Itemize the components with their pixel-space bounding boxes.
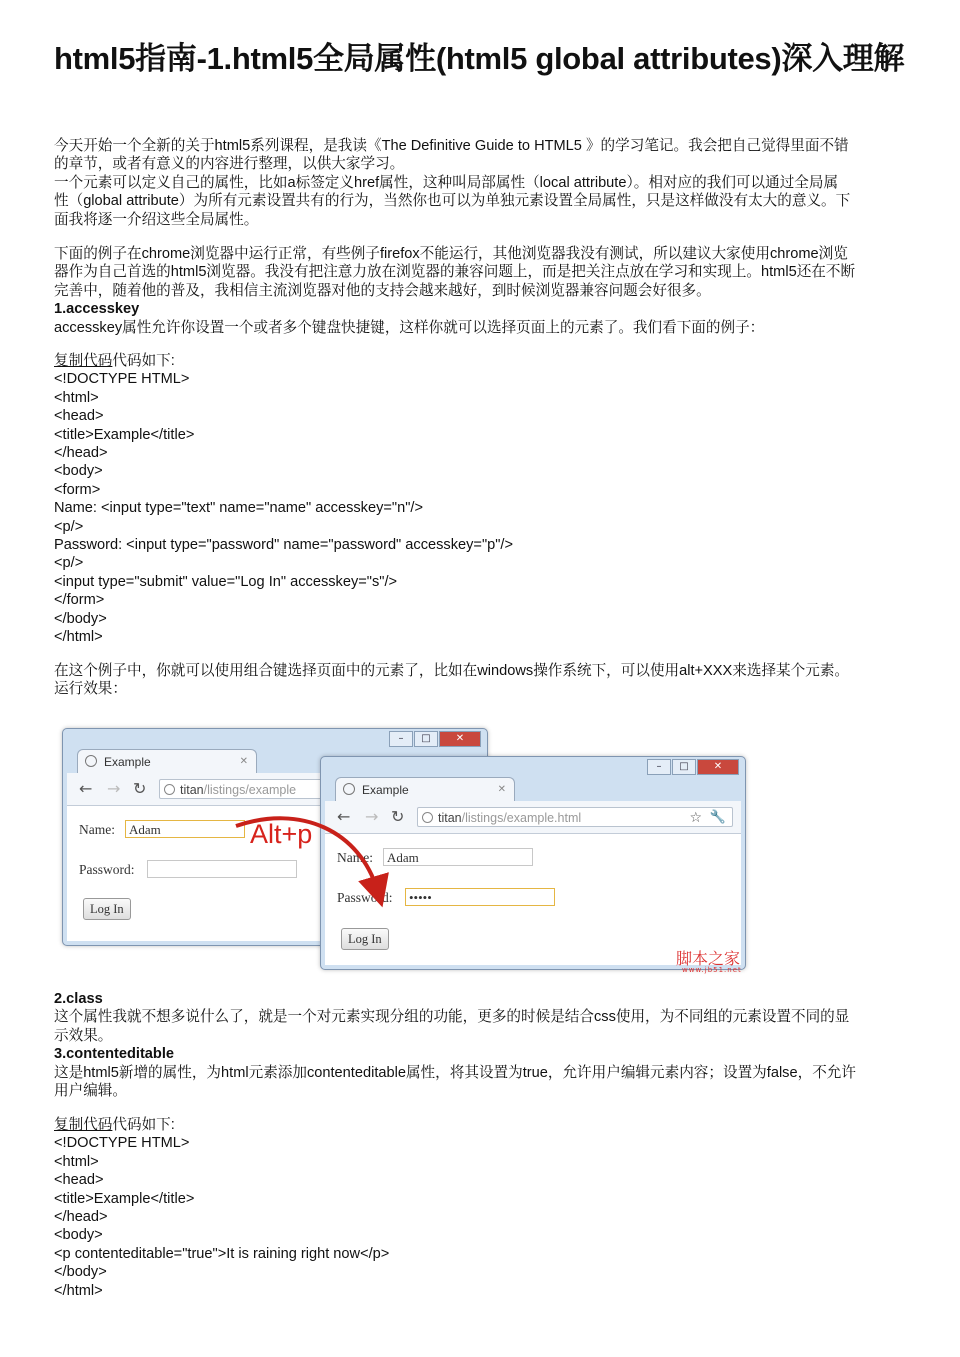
code-line: <p/> — [54, 555, 84, 572]
password-label: Password: — [79, 862, 135, 877]
section-heading-accesskey: 1.accesskey — [54, 301, 140, 318]
code-line: <head> — [54, 408, 104, 425]
accesskey-description: accesskey属性允许你设置一个或者多个键盘快捷键，这样你就可以选择页面上的元素了。我们看下面的例子： — [54, 319, 765, 336]
code-label-text: 代码如下: — [112, 353, 175, 369]
alt-p-overlay: Alt+p — [250, 819, 313, 849]
back-arrow-icon: ← — [79, 779, 93, 798]
section-heading-contenteditable: 3.contenteditable — [54, 1046, 175, 1063]
tab-title: Example — [104, 755, 151, 769]
minimize-icon: – — [647, 759, 671, 775]
reload-icon: ↻ — [133, 779, 147, 798]
page-icon — [343, 783, 355, 795]
globe-icon — [164, 784, 175, 795]
star-icon: ☆ — [689, 810, 702, 826]
copy-code-link[interactable]: 复制代码 — [54, 1117, 113, 1133]
reload-icon: ↻ — [391, 807, 405, 826]
intro-line: 一个元素可以定义自己的属性，比如a标签定义href属性，这种叫局部属性（local attribute）。相对应的我们可以通过全局属 — [54, 174, 839, 191]
intro-line: 面我将逐一介绍这些全局属性。 — [54, 211, 259, 228]
close-icon: ✕ — [697, 759, 739, 775]
code-line: <title>Example</title> — [54, 426, 195, 443]
section-heading-class: 2.class — [54, 991, 103, 1007]
code-line: </body> — [54, 1264, 107, 1281]
note-line: 下面的例子在chrome浏览器中运行正常，有些例子firefox不能运行，其他浏览器我没有测试，所以建议大家使用chrome浏览 — [54, 246, 848, 262]
url-path: /listings/example — [203, 783, 297, 797]
maximize-icon: □ — [414, 731, 438, 747]
code-line: <p/> — [54, 518, 84, 535]
url-host: titan — [180, 783, 204, 797]
class-section — [54, 990, 909, 1100]
intro-line: 的章节，或者有意义的内容进行整理，以供大家学习。 — [54, 156, 405, 173]
intro-line: 今天开始一个全新的关于html5系列课程，是我读《The Definitive Guide to HTML5 》的学习笔记。我会把自己觉得里面不错 — [54, 138, 849, 154]
wrench-icon: 🔧 — [709, 810, 726, 825]
watermark-url: www.jb51.net — [682, 966, 742, 974]
url-path: /listings/example.html — [461, 811, 582, 825]
copy-code-link[interactable]: 复制代码 — [54, 353, 113, 369]
intro-line: 性（global attribute）为所有元素设置共有的行为，当然你也可以为单独元素设置全局属性，只是这样做没有太大的意义。下 — [54, 193, 851, 210]
contenteditable-line: 用户编辑。 — [54, 1083, 127, 1100]
code-line: <p contenteditable="true">It is raining right now</p> — [54, 1245, 390, 1262]
class-line: 示效果。 — [54, 1027, 113, 1044]
forward-arrow-icon: → — [365, 807, 379, 826]
window-controls — [646, 759, 739, 775]
intro-paragraph — [54, 137, 909, 229]
name-label: Name: — [79, 822, 115, 837]
url-host: titan — [438, 811, 462, 825]
name-label: Name: — [337, 850, 373, 865]
browser-note-paragraph — [54, 245, 909, 337]
code-line: <body> — [54, 1227, 103, 1244]
code-line: <html> — [54, 1153, 99, 1170]
code-block-accesskey — [54, 352, 909, 647]
login-button: Log In — [83, 898, 131, 920]
explanation-line: 运行效果： — [54, 681, 127, 698]
page-title: html5指南-1.html5全局属性(html5 global attributes)深入理解 — [54, 41, 905, 76]
code-line: </body> — [54, 610, 107, 627]
code-line: <title>Example</title> — [54, 1190, 195, 1207]
password-input: ••••• — [405, 888, 555, 906]
code-line: <!DOCTYPE HTML> — [54, 371, 190, 388]
code-line: </form> — [54, 592, 105, 609]
name-input: Adam — [125, 820, 245, 838]
forward-arrow-icon: → — [107, 779, 121, 798]
back-arrow-icon: ← — [337, 807, 351, 826]
code-line: </head> — [54, 445, 108, 462]
code-line: </html> — [54, 629, 103, 646]
login-button: Log In — [341, 928, 389, 950]
close-icon: ✕ — [439, 731, 481, 747]
page-icon — [85, 755, 97, 767]
globe-icon — [422, 812, 433, 823]
class-line: 这个属性我就不想多说什么了，就是一个对元素实现分组的功能，更多的时候是结合css使用，为不同组的元素设置不同的显 — [54, 1009, 850, 1026]
contenteditable-line: 这是html5新增的属性，为html元素添加contenteditable属性，将其设置为true，允许用户编辑元素内容；设置为false，不允许 — [54, 1064, 856, 1081]
code-line: Name: <input type="text" name="name" accesskey="n"/> — [54, 500, 423, 517]
tab-close-icon: ✕ — [497, 784, 506, 795]
code-line: </html> — [54, 1282, 103, 1299]
explanation-line: 在这个例子中，你就可以使用组合键选择页面中的元素了，比如在windows操作系统下，可以使用alt+XXX来选择某个元素。 — [54, 663, 850, 679]
code-line: Password: <input type="password" name="password" accesskey="p"/> — [54, 537, 513, 554]
code-line: <!DOCTYPE HTML> — [54, 1135, 190, 1152]
browser-tab — [335, 777, 515, 801]
code-line: <body> — [54, 463, 103, 480]
password-label: Password: — [337, 890, 393, 905]
address-bar — [417, 807, 733, 827]
code-label — [54, 1116, 909, 1134]
watermark-logo: 脚本之家 — [676, 949, 741, 968]
code-line: <input type="submit" value="Log In" accesskey="s"/> — [54, 573, 398, 590]
code-label-text: 代码如下: — [112, 1117, 175, 1133]
minimize-icon: – — [389, 731, 413, 747]
maximize-icon: □ — [672, 759, 696, 775]
code-block-contenteditable — [54, 1116, 909, 1300]
note-line: 完善中，随着他的普及，我相信主流浏览器对他的支持会越来越好，到时候浏览器兼容问题会好很多。 — [54, 282, 711, 299]
screenshot-figure — [62, 724, 762, 976]
name-input: Adam — [383, 848, 533, 866]
code-label — [54, 352, 909, 370]
code-line: <html> — [54, 389, 99, 406]
window-controls — [388, 731, 481, 747]
accesskey-explanation — [54, 662, 909, 699]
tab-title: Example — [362, 783, 409, 797]
browser-tab — [77, 749, 257, 773]
note-line: 器作为自己首选的html5浏览器。我没有把注意力放在浏览器的兼容问题上，而是把关注点放在学习和实现上。html5还在不断 — [54, 264, 856, 281]
code-line: <head> — [54, 1172, 104, 1189]
code-line: <form> — [54, 481, 101, 498]
tab-close-icon: ✕ — [239, 756, 248, 767]
code-line: </head> — [54, 1209, 108, 1226]
